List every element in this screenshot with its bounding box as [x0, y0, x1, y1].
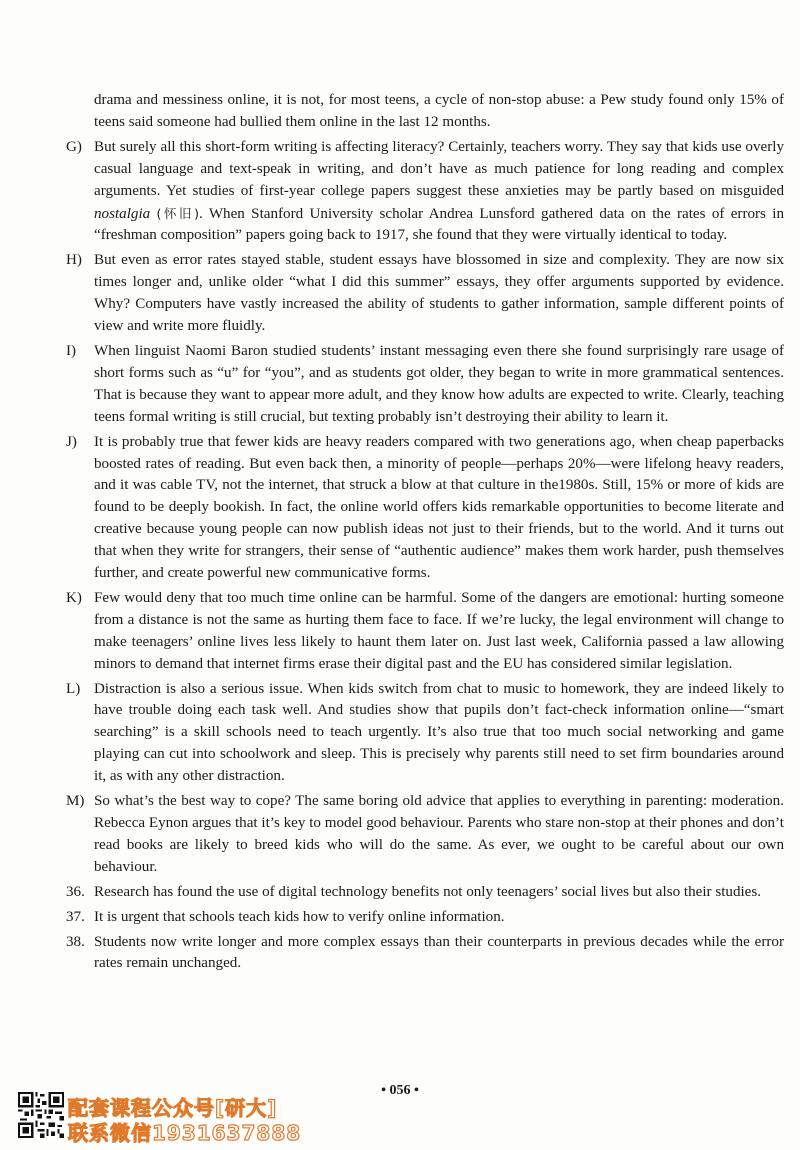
paragraph-g	[66, 137, 784, 248]
paragraph-text: So what’s the best way to cope? The same boring old advice that applies to everything in parenting: moderation. Rebecca Eynon argues that it’s key to model good behaviour. Parents who stare non-stop at their phones and don’t read books are likely to breed kids who will do the same. As ever, we ought to be careful about our own behaviour.	[94, 793, 784, 875]
paragraph-text: Distraction is also a serious issue. When kids switch from chat to music to homework, they are indeed likely to have trouble doing each task well. And studies show that pupils don’t fact-check information online—“smart searching” is a skill schools need to teach urgently. It’s also true that too much social networking and game playing can cut into schoolwork and sleep. This is precisely why parents still need to set firm boundaries around it, as with any other distraction.	[94, 680, 784, 785]
question-text: It is urgent that schools teach kids how to verify online information.	[94, 908, 505, 925]
question-number: 36.	[66, 883, 85, 900]
page-number: • 056 •	[381, 1083, 419, 1098]
paragraph-l	[66, 679, 784, 789]
paragraph-text	[94, 137, 784, 248]
promo-line-1: 配套课程公众号[研大]	[68, 1096, 278, 1120]
question-number: 38.	[66, 933, 85, 950]
paragraph-text: It is probably true that fewer kids are heavy readers compared with two generations ago, when cheap paperbacks boosted rates of reading. But even back then, a minority of people—perhaps 20%—were lifelong heavy readers, and it was cable TV, not the internet, that struck a blow at that culture in the1980s. Still, 15% or more of kids are found to be deeply bookish. In fact, the online world offers kids remarkable opportunities to become literate and creative because young people can now publish ideas not just to their friends, but to the world. And it turns out that when they write for strangers, their sense of “authentic audience” makes them work harder, push themselves further, and create powerful new communicative forms.	[94, 433, 784, 582]
question-text: Research has found the use of digital technology benefits not only teenagers’ social lives but also their studies.	[94, 883, 762, 900]
paragraph-label: G)	[66, 138, 82, 155]
paragraph-k	[66, 588, 784, 676]
paragraph-label: K)	[66, 589, 82, 606]
promo-watermark	[18, 1092, 318, 1144]
paragraph-label: M)	[66, 793, 85, 810]
paragraph-label: J)	[66, 433, 77, 450]
question-36	[66, 882, 784, 904]
paragraph-text: drama and messiness online, it is not, for most teens, a cycle of non-stop abuse: a Pew study found only 15% of teens said someone had bullied them online in the last 12 months.	[94, 92, 784, 130]
paragraph-f-continued	[66, 90, 784, 134]
paragraph-j	[66, 432, 784, 585]
paragraph-text-part: . When Stanford University scholar Andrea Lunsford gathered data on the rates of errors in “freshman composition” papers going back to 1917, she found that they were virtually identical to today.	[94, 205, 784, 244]
question-number: 37.	[66, 908, 85, 925]
paragraph-label: H)	[66, 252, 82, 269]
question-text: Students now write longer and more complex essays than their counterparts in previous decades while the error rates remain unchanged.	[94, 933, 784, 972]
promo-line-2: 联系微信1931637888	[68, 1121, 302, 1145]
paragraph-label: L)	[66, 680, 81, 697]
paragraph-text: When linguist Naomi Baron studied students’ instant messaging even there she found surprisingly rare usage of short forms such as “u” for “you”, and as students got older, they began to write in more grammatical sentences. That is because they want to appear more adult, and they know how adults are expected to write. Clearly, teaching teens formal writing is still crucial, but texting probably isn’t destroying their ability to learn it.	[94, 342, 784, 425]
paragraph-i	[66, 341, 784, 429]
paragraph-h	[66, 250, 784, 338]
chinese-gloss: (怀旧)	[156, 205, 199, 221]
paragraph-text: Few would deny that too much time online can be harmful. Some of the dangers are emotional: hurting someone from a distance is not the same as hurting them face to face. If we’re lucky, the legal environment will change to make teenagers’ online lives less likely to haunt them later on. Just last week, California passed a law allowing minors to demand that internet firms erase their digital past and the EU has considered similar legislation.	[94, 589, 784, 672]
question-38	[66, 932, 784, 976]
question-37	[66, 907, 784, 929]
italic-term: nostalgia	[94, 205, 151, 222]
qr-code-icon	[18, 1092, 64, 1138]
paragraph-m	[66, 791, 784, 879]
paragraph-label: I)	[66, 342, 77, 359]
paragraph-text: But even as error rates stayed stable, student essays have blossomed in size and complexity. They are now six times longer and, unlike older “what I did this summer” essays, they offer arguments supported by evidence. Why? Computers have vastly increased the ability of students to gather information, sample different points of view and write more fluidly.	[94, 252, 784, 335]
reading-passage	[66, 90, 784, 978]
paragraph-text-part: But surely all this short-form writing is affecting literacy? Certainly, teachers worry. They say that kids use overly casual language and text-speak in writing, and don’t have as much patience for long reading and complex arguments. Yet studies of first-year college papers suggest these anxieties may be partly based on misguided	[94, 138, 784, 199]
